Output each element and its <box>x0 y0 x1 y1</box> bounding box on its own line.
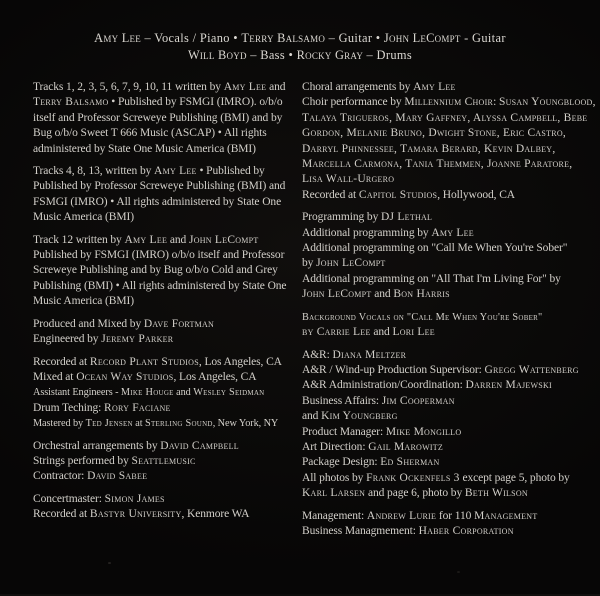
credit-line: Choral arrangements by Amy Lee <box>302 81 456 93</box>
credits-right-column <box>302 80 596 546</box>
credit-line: Additional programming by Amy Lee <box>302 226 474 239</box>
band-credits-header <box>0 30 600 64</box>
credit-paragraph <box>33 233 299 310</box>
credit-line: Additional programming on "All That I'm Living For" by <box>302 272 561 285</box>
credit-paragraph <box>33 439 299 485</box>
credit-line: Recorded at Capitol Studios, Hollywood, CA <box>302 188 515 201</box>
credit-line: Package Design: Ed Sherman <box>302 456 440 469</box>
credit-paragraph <box>33 164 299 226</box>
credit-line: A&R: Diana Meltzer <box>302 348 407 361</box>
credit-line: Engineered by Jeremy Parker <box>33 333 174 346</box>
credit-line: Published by FSMGI (IMRO) o/b/o itself and Professor Screweye Publishing and by Bug o/b/o Cold and Grey Publishing (BMI) • All rights administered by State One Music America (BMI) <box>33 249 287 308</box>
credit-line: Strings performed by Seattlemusic <box>33 454 196 467</box>
credit-line: Management: Andrew Lurie for 110 Management <box>302 509 538 522</box>
credit-line: Produced and Mixed by Dave Fortman <box>33 317 215 330</box>
band-credits-line2: Will Boyd – Bass • Rocky Gray – Drums <box>187 48 413 62</box>
credit-line: Choir performance by Millennium Choir: Susan Youngblood, Talaya Trigueros, Mary Gaffney, Alyssa Campbell, Bebe Gordon, Melanie Bruno, Dwight Stone, Eric Castro, Darryl Phinnessee, Tamara Berard, Kevin Dalbey, Marcella Carmona, Tania Themmen, Joanne Paratore, Lisa Wall-Urgero <box>302 96 596 186</box>
credit-paragraph <box>302 210 596 302</box>
scan-noise-speck <box>108 562 111 564</box>
scan-noise-speck <box>390 100 392 102</box>
band-credits-line1: Amy Lee – Vocals / Piano • Terry Balsamo – Guitar • John LeCompt - Guitar <box>94 31 506 45</box>
credit-line: All photos by Frank Ockenfels 3 except page 5, photo by Karl Larsen and page 6, photo by Beth Wilson <box>302 471 570 500</box>
credit-line: Art Direction: Gail Marowitz <box>302 440 444 453</box>
credit-paragraph <box>33 355 299 432</box>
credit-line: Orchestral arrangements by David Campbell <box>33 439 239 452</box>
credit-line: Concertmaster: Simon James <box>33 492 165 505</box>
credit-line: Recorded at Record Plant Studios, Los Angeles, CA <box>33 355 282 368</box>
credit-line: Background Vocals on "Call Me When You're Sober" <box>302 311 543 323</box>
credit-line: Drum Teching: Rory Faciane <box>33 401 171 414</box>
credit-line: Business Affairs: Jim Cooperman <box>302 394 455 407</box>
credit-line: Business Managmement: Haber Corporation <box>302 524 514 537</box>
credit-paragraph <box>302 80 596 203</box>
credit-line: Mixed at Ocean Way Studios, Los Angeles, CA <box>33 370 257 383</box>
credit-paragraph <box>302 310 596 341</box>
credit-line: Contractor: David Sabee <box>33 470 148 483</box>
credit-line: by Carrie Lee and Lori Lee <box>302 326 435 339</box>
credit-paragraph <box>33 80 299 157</box>
credits-left-column <box>33 80 299 530</box>
credit-paragraph <box>33 492 299 523</box>
credit-line: Tracks 1, 2, 3, 5, 6, 7, 9, 10, 11 written by Amy Lee and Terry Balsamo • Published by FSMGI (IMRO). o/b/o itself and Professor Screweye Publishing (BMI) and by Bug o/b/o Sweet T 666 Music (ASCAP) • All rights administered by State One Music America (BMI) <box>33 81 286 155</box>
scan-noise-speck <box>457 571 460 573</box>
credit-paragraph <box>302 348 596 502</box>
credit-paragraph <box>33 317 299 348</box>
credit-line: A&R / Wind-up Production Supervisor: Gregg Wattenberg <box>302 363 579 376</box>
credit-paragraph <box>302 509 596 540</box>
credit-line: Track 12 written by Amy Lee and John LeCompt <box>33 233 259 246</box>
credit-line: Programming by DJ Lethal <box>302 211 433 224</box>
credit-line: Tracks 4, 8, 13, written by Amy Lee • Published by Published by Professor Screweye Publishing (BMI) and FSMGI (IMRO) • All rights administered by State One Music America (BMI) <box>33 165 286 224</box>
credit-line: Mastered by Ted Jensen at Sterling Sound, New York, NY <box>33 418 279 430</box>
credit-line: A&R Administration/Coordination: Darren Majewski <box>302 379 552 392</box>
credit-line: Additional programming on "Call Me When You're Sober" <box>302 242 568 255</box>
credit-line: Product Manager: Mike Mongillo <box>302 425 462 438</box>
credit-line: John LeCompt and Bon Harris <box>302 288 450 301</box>
credit-line: Recorded at Bastyr University, Kenmore WA <box>33 508 250 521</box>
credit-line: Assistant Engineers - Mike Houge and Wesley Seidman <box>33 387 265 399</box>
credit-line: and Kim Youngberg <box>302 410 398 423</box>
credit-line: by John LeCompt <box>302 257 386 270</box>
